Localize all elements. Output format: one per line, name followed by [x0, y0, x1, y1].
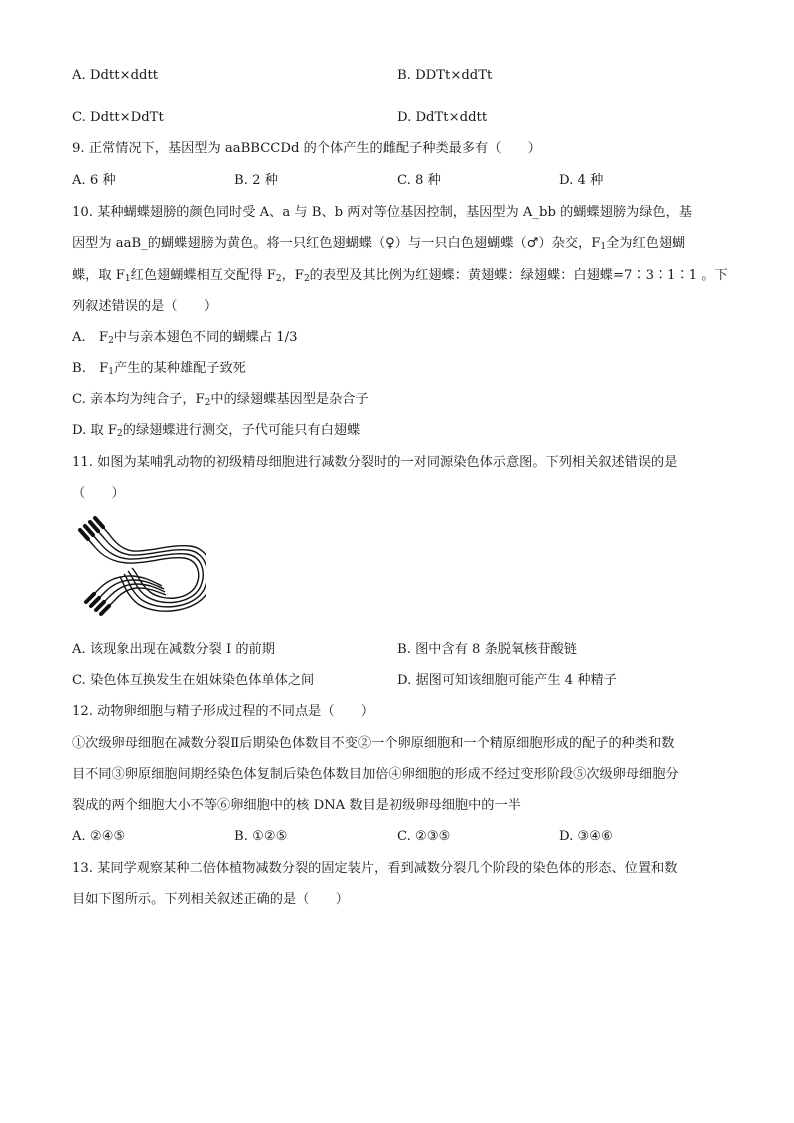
- q9-option-d: D. 4 种: [559, 173, 604, 188]
- q12-statement-line-2: 目不同③卵原细胞间期经染色体复制后染色体数目加倍④卵细胞的形成不经过变形阶段⑤次级卵母细胞分: [72, 767, 679, 782]
- q8-option-a: A. Ddtt×ddtt: [72, 68, 159, 83]
- q12-option-a: A. ②④⑤: [72, 829, 126, 844]
- q10-stem-line-4: 列叙述错误的是（ ）: [72, 299, 218, 314]
- q11-option-c: C. 染色体互换发生在姐妹染色体单体之间: [72, 673, 315, 688]
- q12-stem: 12. 动物卵细胞与精子形成过程的不同点是（ ）: [72, 704, 375, 719]
- q10-stem-line-2: 因型为 aaB_的蝴蝶翅膀为黄色。将一只红色翅蝴蝶（♀）与一只白色翅蝴蝶（♂）杂交，$F_1$全为红色翅蝴: [72, 236, 686, 252]
- q9-option-c: C. 8 种: [397, 173, 441, 188]
- q12-statement-line-3: 裂成的两个细胞大小不等⑥卵细胞中的核 DNA 数目是初级卵母细胞中的一半: [72, 798, 521, 813]
- q10-option-a: A. $F_2$中与亲本翅色不同的蝴蝶占 1/3: [72, 330, 298, 346]
- q12-option-d: D. ③④⑥: [559, 829, 613, 844]
- q11-stem-line-2: （ ）: [72, 486, 125, 501]
- q8-option-d: D. DdTt×ddtt: [397, 110, 488, 125]
- q12-statement-line-1: ①次级卵母细胞在减数分裂Ⅱ后期染色体数目不变②一个卵原细胞和一个精原细胞形成的配子的种类和数: [72, 736, 675, 751]
- homologous-chromosome-crossover-figure: [72, 516, 206, 618]
- q9-stem: 9. 正常情况下，基因型为 aaBBCCDd 的个体产生的雌配子种类最多有（ ）: [72, 141, 541, 156]
- q11-option-b: B. 图中含有 8 条脱氧核苷酸链: [397, 642, 577, 657]
- q8-option-b: B. DDTt×ddTt: [397, 68, 493, 83]
- q10-option-c: C. 亲本均为纯合子，$F_2$中的绿翅蝶基因型是杂合子: [72, 392, 369, 408]
- q9-option-a: A. 6 种: [72, 173, 116, 188]
- q12-option-c: C. ②③⑤: [397, 829, 451, 844]
- q10-option-d: D. 取 $F_2$的绿翅蝶进行测交，子代可能只有白翅蝶: [72, 423, 361, 439]
- q11-option-a: A. 该现象出现在减数分裂 I 的前期: [72, 642, 275, 657]
- q11-stem-line-1: 11. 如图为某哺乳动物的初级精母细胞进行减数分裂时的一对同源染色体示意图。下列相关叙述错误的是: [72, 455, 678, 470]
- q13-stem-line-2: 目如下图所示。下列相关叙述正确的是（ ）: [72, 892, 349, 907]
- q13-stem-line-1: 13. 某同学观察某种二倍体植物减数分裂的固定装片，看到减数分裂几个阶段的染色体的形态、位置和数: [72, 861, 678, 876]
- q10-stem-line-1: 10. 某种蝴蝶翅膀的颜色同时受 A、a 与 B、b 两对等位基因控制，基因型为 A_bb 的蝴蝶翅膀为绿色，基: [72, 205, 692, 220]
- q10-option-b: B. $F_1$产生的某种雄配子致死: [72, 361, 246, 377]
- q8-option-c: C. Ddtt×DdTt: [72, 110, 164, 125]
- q9-option-b: B. 2 种: [234, 173, 278, 188]
- q11-option-d: D. 据图可知该细胞可能产生 4 种精子: [397, 673, 617, 688]
- q12-option-b: B. ①②⑤: [234, 829, 288, 844]
- q10-stem-line-3: 蝶，取 $F_1$红色翅蝴蝶相互交配得 $F_2$，$F_2$的表型及其比例为红翅蝶：黄翅蝶：绿翅蝶：白翅蝶=7∶3∶1∶1 。下: [72, 268, 728, 284]
